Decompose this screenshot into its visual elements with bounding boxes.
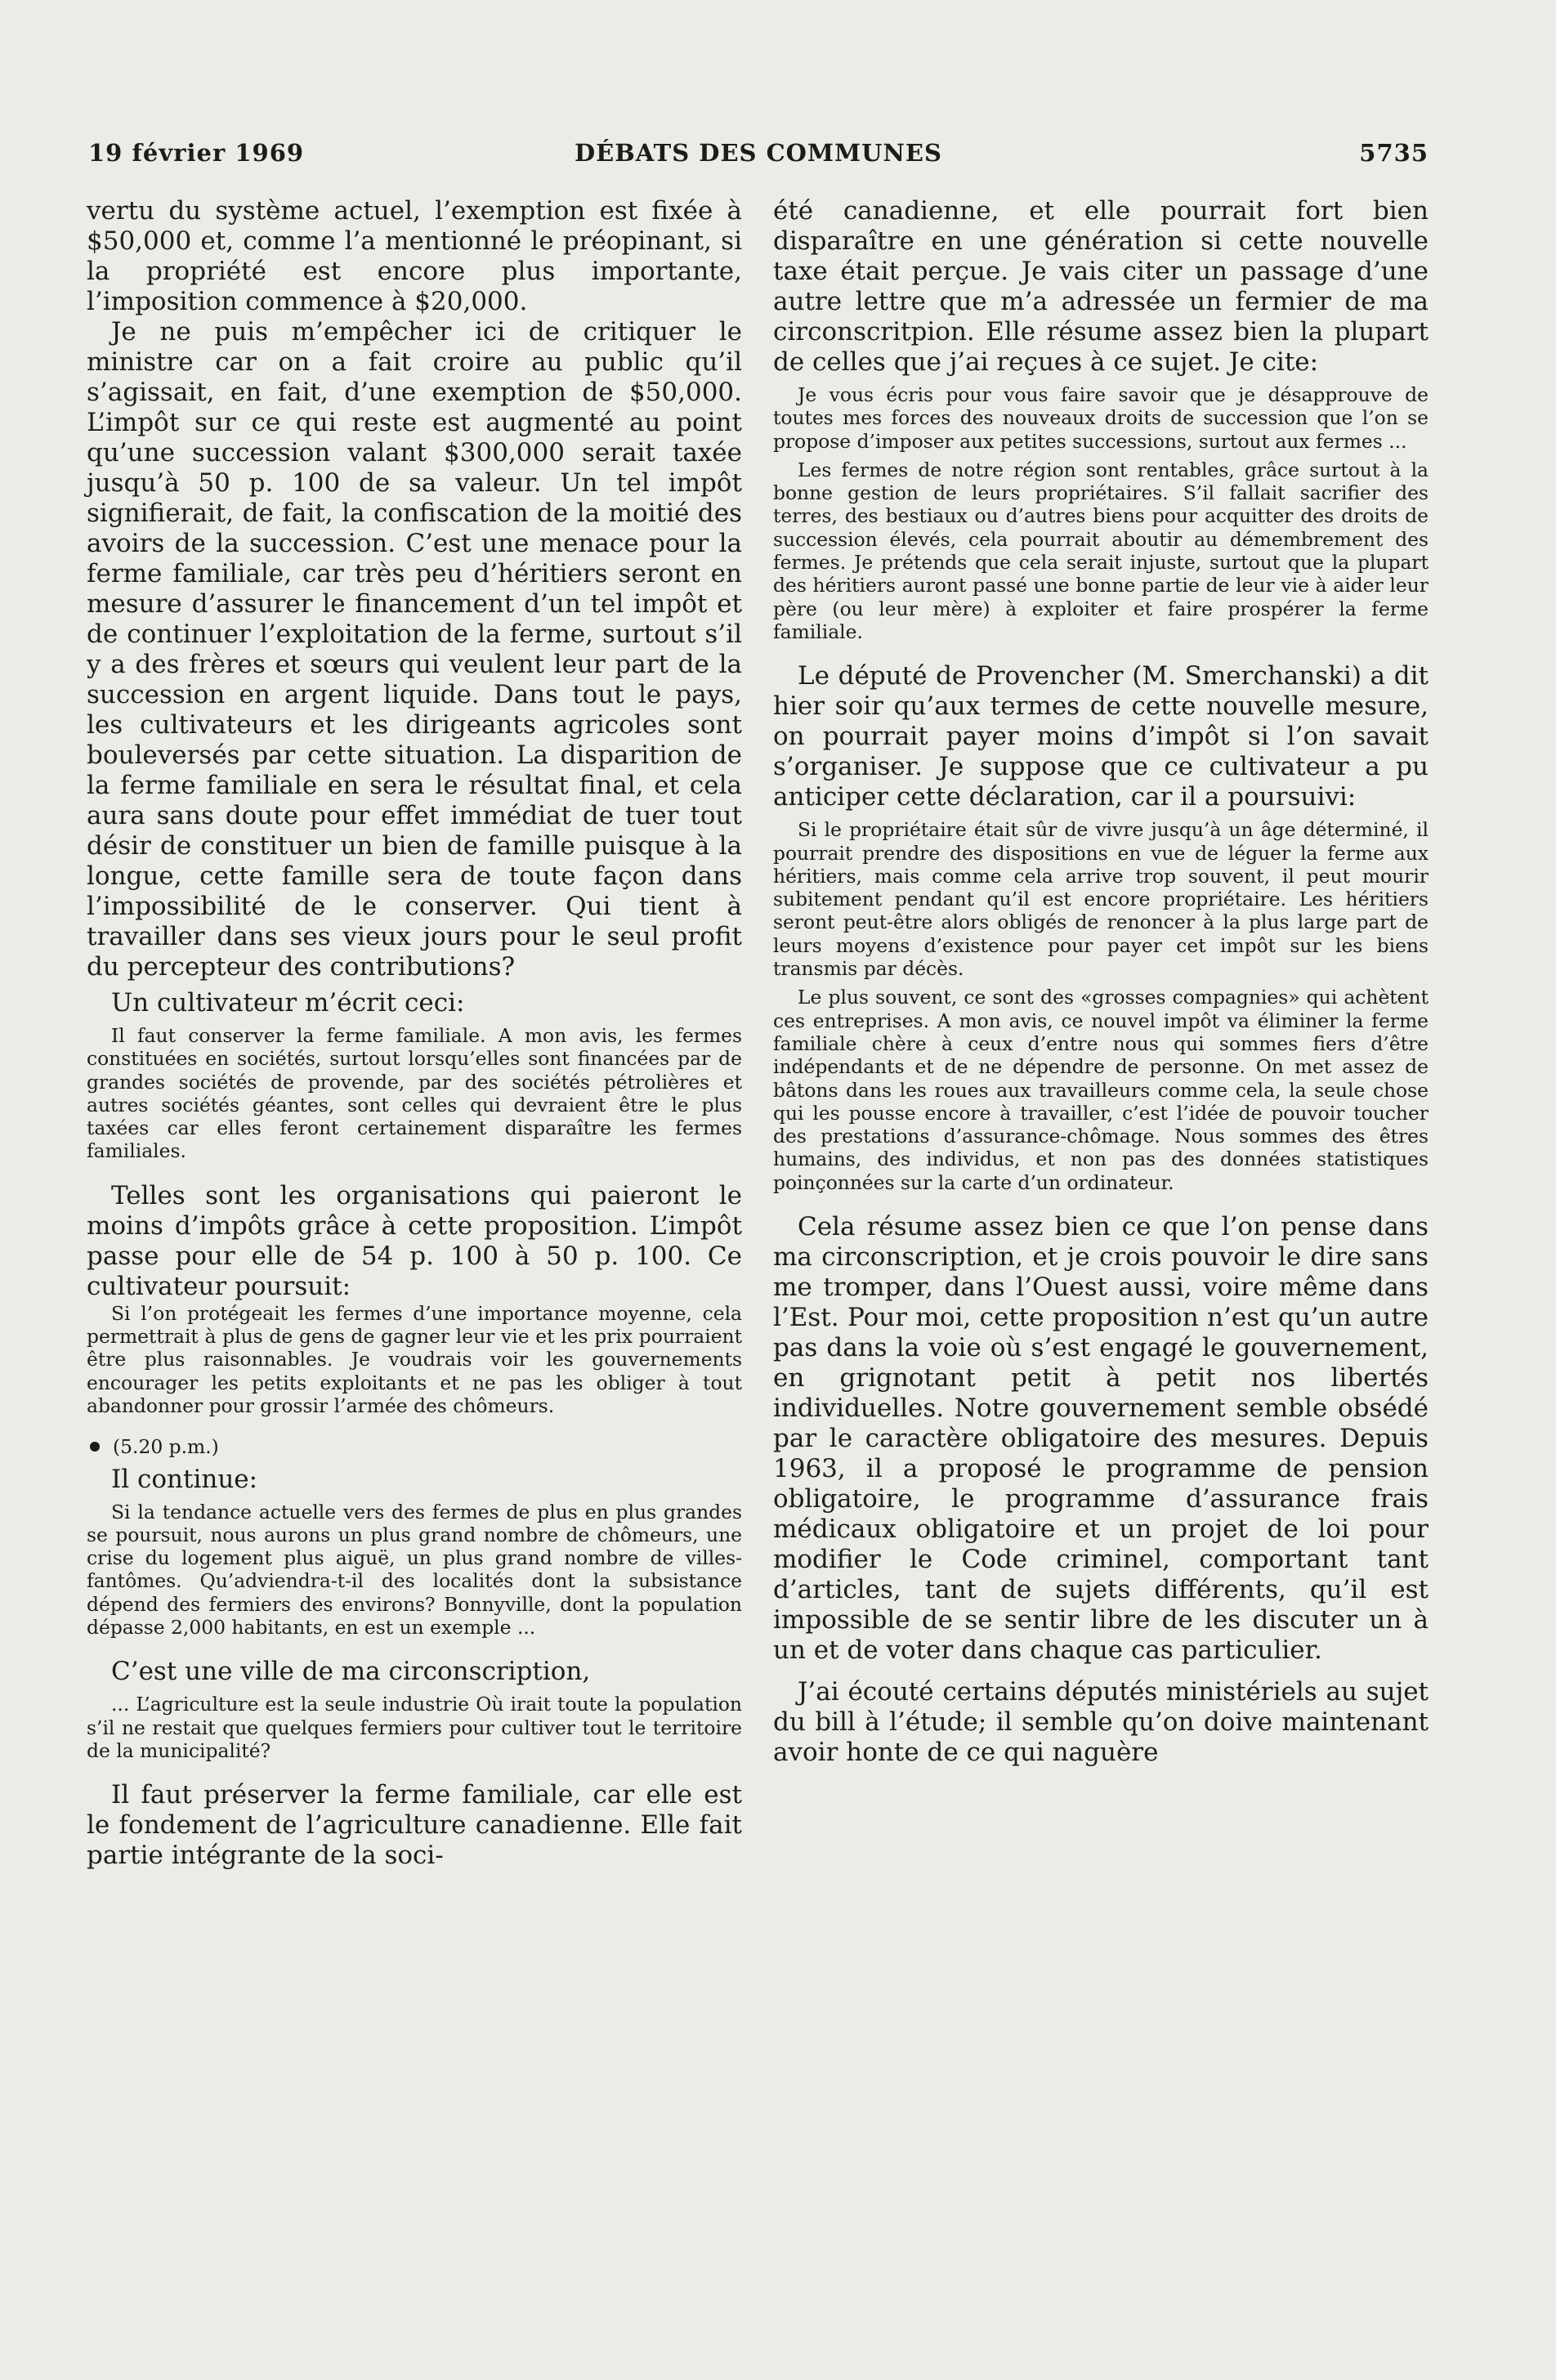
quoted-letter: Les fermes de notre région sont rentables, grâce surtout à la bonne gestion de leurs propriétaires. S’il fallait sacrifier des terres, des bestiaux ou d’autres biens pour acquitter des droits de succession élevés, cela pourrait aboutir au démembrement des fermes. Je prétends que cela serait injuste, surtout que la plupart des héritiers auront passé une bonne partie de leur vie à aider leur père (ou leur mère) à exploiter et faire prospérer la ferme familiale. <box>773 458 1429 643</box>
quoted-letter: Si la tendance actuelle vers des fermes de plus en plus grandes se poursuit, nous aurons un plus grand nombre de chômeurs, une crise du logement plus aiguë, un plus grand nombre de villes-fantômes. Qu’adviendra-t-il des localités dont la subsistance dépend des fermiers des environs? Bonnyville, dont la population dépasse 2,000 habitants, en est un exemple ... <box>87 1500 742 1640</box>
paragraph: Il continue: <box>111 1464 258 1494</box>
quoted-letter: Le plus souvent, ce sont des «grosses compagnies» qui achètent ces entreprises. A mon avis, ce nouvel impôt va éliminer la ferme familiale chère à ceux d’entre nous qui sommes fiers d’être indépendants et de ne dépendre de personne. On met assez de bâtons dans les roues aux travailleurs comme cela, la seule chose qui les pousse encore à travailler, c’est l’idée de pouvoir toucher des prestations d’assurance-chômage. Nous sommes des êtres humains, des individus, et non pas des données statistiques poinçonnées sur la carte d’un ordinateur. <box>773 986 1429 1194</box>
time-marker-text: (5.20 p.m.) <box>113 1435 219 1459</box>
quoted-letter: Je vous écris pour vous faire savoir que je désapprouve de toutes mes forces des nouveaux droits de succession que l’on se propose d’imposer aux petites successions, surtout aux fermes ... <box>773 383 1429 453</box>
paragraph: Cela résume assez bien ce que l’on pense dans ma circonscription, et je crois pouvoir le dire sans me tromper, dans l’Ouest aussi, voire même dans l’Est. Pour moi, cette proposition n’est qu’un autre pas dans la voie où s’est engagé le gouvernement, en grignotant petit à petit nos libertés individuelles. Notre gouvernement semble obsédé par le caractère obligatoire des mesures. Depuis 1963, il a proposé le programme de pension obligatoire, le programme d’assurance frais médicaux obligatoire et un projet de loi pour modifier le Code criminel, comportant tant d’articles, tant de sujets différents, qu’il est impossible de se sentir libre de les discuter un à un et de voter dans chaque cas particulier. <box>773 1212 1429 1666</box>
page-number: 5735 <box>1359 139 1429 167</box>
header-date: 19 février 1969 <box>88 139 305 167</box>
header-title: DÉBATS DES COMMUNES <box>575 139 942 167</box>
quoted-letter: Il faut conserver la ferme familiale. A mon avis, les fermes constituées en sociétés, surtout lorsqu’elles sont financées par de grandes sociétés de provende, par des sociétés pétrolières et autres sociétés géantes, sont celles qui devraient être le plus taxées car elles feront certainement disparaître les fermes familiales. <box>87 1024 742 1163</box>
paragraph: C’est une ville de ma circonscription, <box>111 1657 591 1687</box>
paragraph: Telles sont les organisations qui paieront le moins d’impôts grâce à cette proposition. L’impôt passe pour elle de 54 p. 100 à 50 p. 100. Ce cultivateur poursuit: <box>87 1180 742 1301</box>
paragraph: Un cultivateur m’écrit ceci: <box>111 988 465 1018</box>
page-header <box>88 139 1429 175</box>
right-column <box>773 196 1429 1768</box>
time-marker <box>87 1435 742 1458</box>
paragraph: Je ne puis m’empêcher ici de critiquer le ministre car on a fait croire au public qu’il s’agissait, en fait, d’une exemption de $50,000. L’impôt sur ce qui reste est augmenté au point qu’une succession valant $300,000 serait taxée jusqu’à 50 p. 100 de sa valeur. Un tel impôt signifierait, de fait, la confiscation de la moitié des avoirs de la succession. C’est une menace pour la ferme familiale, car très peu d’héritiers seront en mesure d’assurer le financement d’un tel impôt et de continuer l’exploitation de la ferme, surtout s’il y a des frères et sœurs qui veulent leur part de la succession en argent liquide. Dans tout le pays, les cultivateurs et les dirigeants agricoles sont bouleversés par cette situation. La disparition de la ferme familiale en sera le résultat final, et cela aura sans doute pour effet immédiat de tuer tout désir de constituer un bien de famille puisque à la longue, cette famille sera de toute façon dans l’impossibilité de le conserver. Qui tient à travailler dans ses vieux jours pour le seul profit du percepteur des contributions? <box>87 317 742 982</box>
paragraph: été canadienne, et elle pourrait fort bien disparaître en une génération si cette nouvelle taxe était perçue. Je vais citer un passage d’une autre lettre que m’a adressée un fermier de ma circonscritpion. Elle résume assez bien la plupart de celles que j’ai reçues à ce sujet. Je cite: <box>773 196 1429 377</box>
quoted-letter: Si le propriétaire était sûr de vivre jusqu’à un âge déterminé, il pourrait prendre des dispositions en vue de léguer la ferme aux héritiers, mais comme cela arrive trop souvent, il peut mourir subitement pendant qu’il est encore propriétaire. Les héritiers seront peut-être alors obligés de renoncer à la plus large part de leurs moyens d’existence pour payer cet impôt sur les biens transmis par décès. <box>773 818 1429 981</box>
quoted-letter: Si l’on protégeait les fermes d’une importance moyenne, cela permettrait à plus de gens de gagner leur vie et les prix pourraient être plus raisonnables. Je voudrais voir les gouvernements encourager les petits exploitants et ne pas les obliger à tout abandonner pour grossir l’armée des chômeurs. <box>87 1301 742 1417</box>
quoted-letter: ... L’agriculture est la seule industrie Où irait toute la population s’il ne restait que quelques fermiers pour cultiver tout le territoire de la municipalité? <box>87 1693 742 1762</box>
left-column <box>87 196 742 1871</box>
paragraph: Le député de Provencher (M. Smerchanski) a dit hier soir qu’aux termes de cette nouvelle mesure, on pourrait payer moins d’impôt si l’on savait s’organiser. Je suppose que ce cultivateur a pu anticiper cette déclaration, car il a poursuivi: <box>773 661 1429 812</box>
paragraph: Il faut préserver la ferme familiale, car elle est le fondement de l’agriculture canadienne. Elle fait partie intégrante de la soci- <box>87 1780 742 1871</box>
bullet-icon <box>90 1442 100 1452</box>
paragraph: vertu du système actuel, l’exemption est fixée à $50,000 et, comme l’a mentionné le préopinant, si la propriété est encore plus importante, l’imposition commence à $20,000. <box>87 196 742 316</box>
paragraph: J’ai écouté certains députés ministériels au sujet du bill à l’étude; il semble qu’on doive maintenant avoir honte de ce qui naguère <box>773 1677 1429 1768</box>
